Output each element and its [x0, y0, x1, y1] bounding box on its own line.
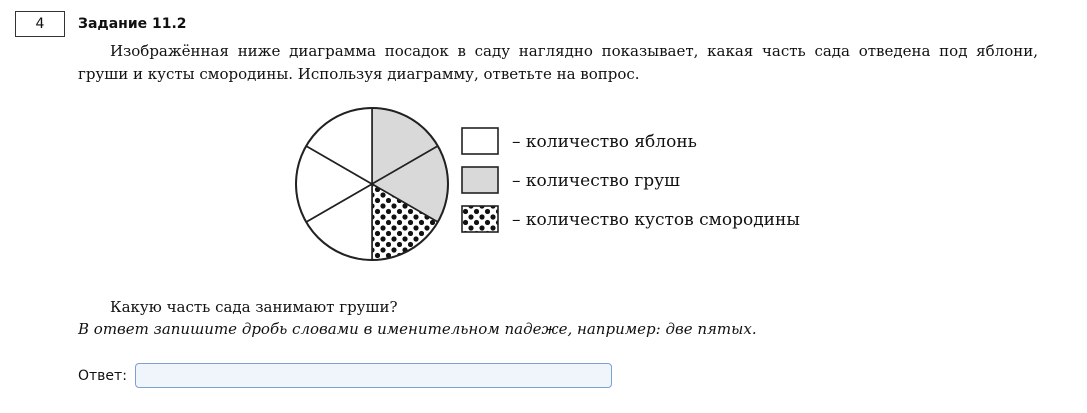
answer-instruction: В ответ запишите дробь словами в именительном падеже, например: две пятых. — [78, 320, 757, 338]
pie-chart — [292, 104, 832, 268]
legend — [462, 128, 800, 232]
task-number: 4 — [15, 11, 65, 37]
answer-label: Ответ: — [78, 368, 127, 384]
legend-label-pear: – количество груш — [512, 171, 680, 191]
question-text: Какую часть сада занимают груши? — [110, 298, 398, 316]
task-text: Изображённая ниже диаграмма посадок в саду наглядно показывает, какая часть сада отведена под яблони, груши и кусты смородины. Используя диаграмму, ответьте на вопрос. — [78, 42, 1038, 83]
legend-swatch-pear — [462, 167, 498, 193]
legend-swatch-currant — [462, 206, 498, 232]
legend-label-currant: – количество кустов смородины — [512, 210, 800, 230]
answer-input[interactable] — [135, 363, 612, 388]
pie-chart-figure — [292, 104, 832, 268]
pie-sectors — [296, 108, 448, 260]
legend-swatch-apple — [462, 128, 498, 154]
legend-label-apple: – количество яблонь — [512, 132, 697, 152]
task-title: Задание 11.2 — [78, 16, 187, 32]
